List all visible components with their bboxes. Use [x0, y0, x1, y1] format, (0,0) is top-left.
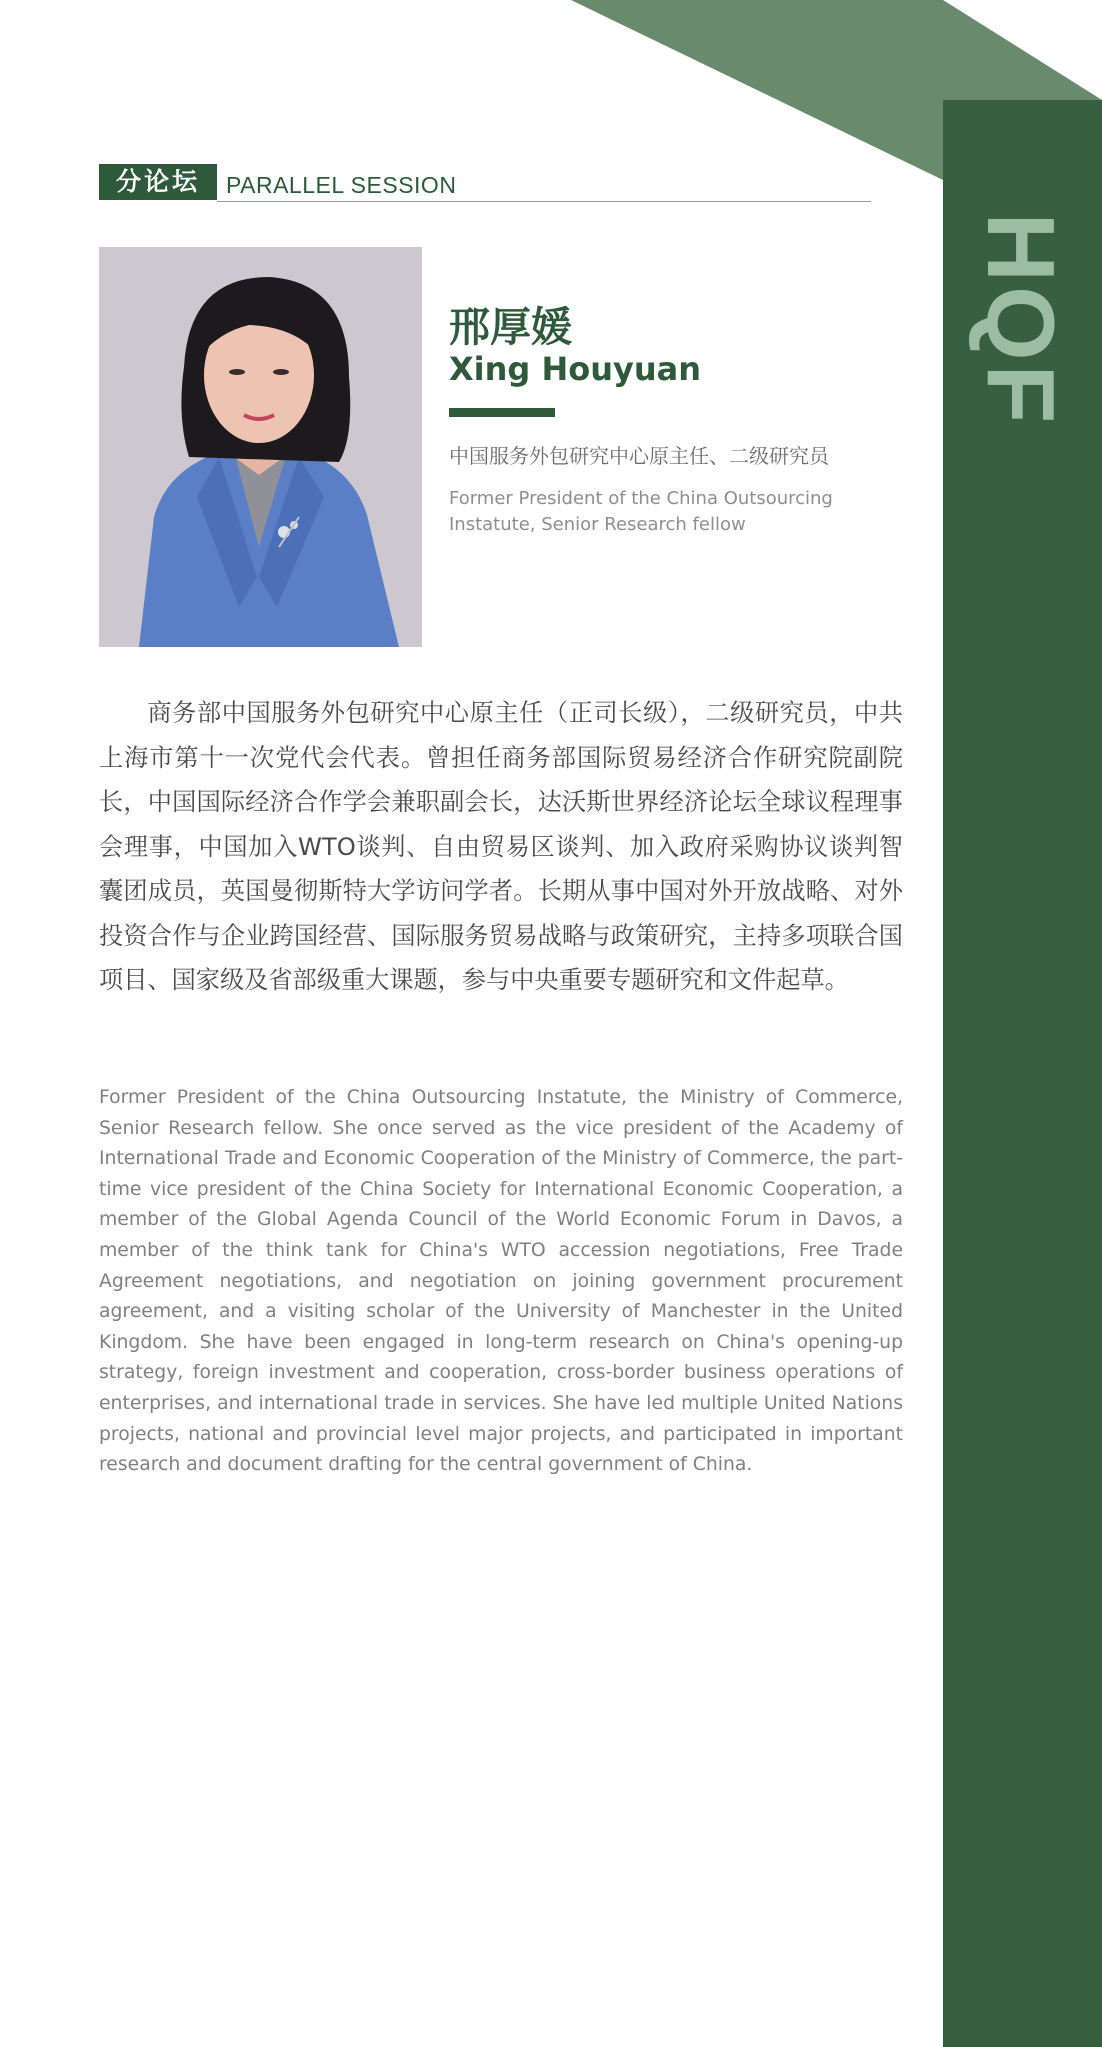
- section-title: PARALLEL SESSION: [226, 172, 457, 198]
- section-divider: [217, 201, 871, 202]
- section-badge: 分论坛: [99, 164, 217, 200]
- speaker-portrait-illustration: [99, 247, 422, 647]
- name-underline: [449, 408, 555, 417]
- biography-cn: 商务部中国服务外包研究中心原主任（正司长级），二级研究员，中共上海市第十一次党代会代表。曾担任商务部国际贸易经济合作研究院副院长，中国国际经济合作学会兼职副会长，达沃斯世界经济论坛全球议程理事会理事，中国加入WTO谈判、自由贸易区谈判、加入政府采购协议谈判智囊团成员，英国曼彻斯特大学访问学者。长期从事中国对外开放战略、对外投资合作与企业跨国经营、国际服务贸易战略与政策研究，主持多项联合国项目、国家级及省部级重大课题，参与中央重要专题研究和文件起草。: [99, 699, 903, 994]
- speaker-title-cn: 中国服务外包研究中心原主任、二级研究员: [449, 444, 829, 468]
- biography-en: Former President of the China Outsourcing Instatute, the Ministry of Commerce, Senior Research fellow. She once served as the vice president of the Academy of International Trade and Economic Cooperation of the Ministry of Commerce, the part-time vice president of the China Society for International Economic Cooperation, a member of the Global Agenda Council of the World Economic Forum in Davos, a member of the think tank for China's WTO accession negotiations, Free Trade Agreement negotiations, and negotiation on joining government procurement agreement, and a visiting scholar of the University of Manchester in the United Kingdom. She have been engaged in long-term research on China's opening-up strategy, foreign investment and cooperation, cross-border business operations of enterprises, and international trade in services. She have led multiple United Nations projects, national and provincial level major projects, and participated in important research and document drafting for the central government of China.: [99, 1087, 903, 1476]
- speaker-title-en: Former President of the China Outsourcing Instatute, Senior Research fellow: [449, 488, 833, 535]
- speaker-photo: [99, 247, 422, 647]
- speaker-name-cn: 邢厚媛: [449, 303, 572, 351]
- section-header: [99, 164, 871, 202]
- hqf-logo: HQF: [967, 212, 1074, 428]
- speaker-name-en: Xing Houyuan: [449, 350, 702, 388]
